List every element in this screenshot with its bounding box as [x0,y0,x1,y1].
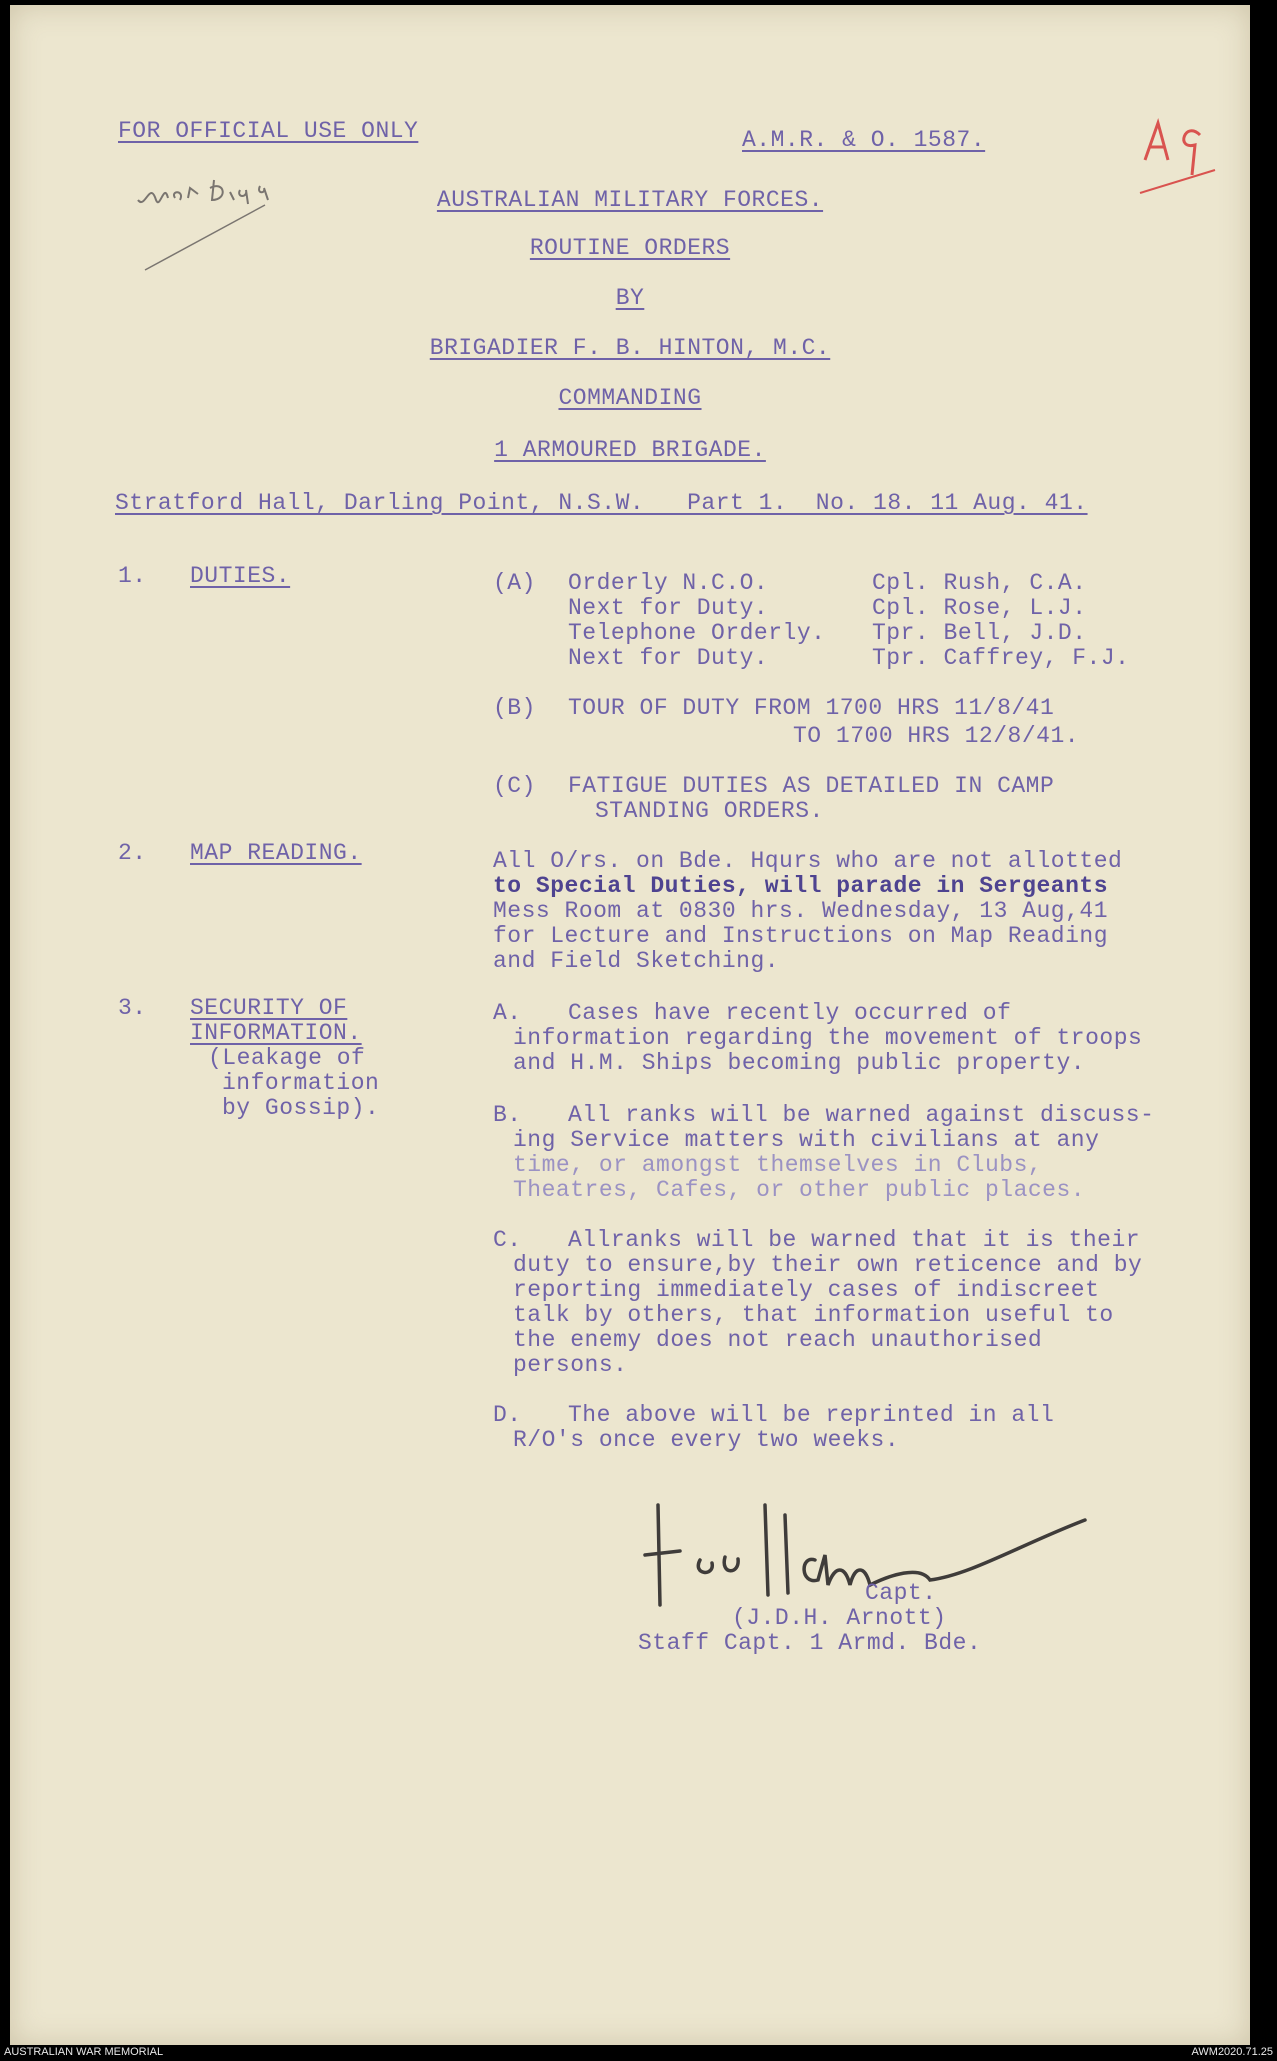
section-3b-label: B. [493,1102,522,1128]
section-3-heading-2: INFORMATION. [190,1020,362,1046]
section-2-line-2: to Special Duties, will parade in Sergeants [493,873,1108,899]
title-line-5: COMMANDING [558,385,702,411]
section-3c-line-1: Allranks will be warned that it is their [568,1227,1141,1253]
section-3-sub-2: information [222,1070,380,1096]
section-3b-line-4: Theatres, Cafes, or other public places. [513,1177,1086,1203]
section-3a-line-3: and H.M. Ships becoming public property. [513,1050,1086,1076]
section-3b-line-1: All ranks will be warned against discuss- [568,1102,1155,1128]
footer-left: AUSTRALIAN WAR MEMORIAL [4,2046,164,2058]
title-line-3: BY [615,285,645,311]
signature-title: Staff Capt. 1 Armd. Bde. [638,1630,982,1656]
section-3c-label: C. [493,1227,522,1253]
section-3d-line-2: R/O's once every two weeks. [513,1427,900,1453]
section-3a-line-1: Cases have recently occurred of [568,1000,1012,1026]
section-3a-label: A. [493,1000,522,1026]
section-3-number: 3. [118,995,147,1021]
duty-name-4: Tpr. Caffrey, F.J. [872,645,1130,671]
section-3c-line-6: persons. [513,1352,628,1378]
page-mark-handwritten [1130,105,1220,195]
section-1c-line-2: STANDING ORDERS. [595,798,824,824]
dateline: Stratford Hall, Darling Point, N.S.W. Part 1. No. 18. 11 Aug. 41. [115,490,1088,516]
section-1c-line-1: FATIGUE DUTIES AS DETAILED IN CAMP [568,773,1055,799]
section-2-line-1: All O/rs. on Bde. Hqurs who are not allotted [493,848,1123,874]
section-3c-line-4: talk by others, that information useful to [513,1302,1114,1328]
duty-role-4: Next for Duty. [568,645,769,671]
signature-name: (J.D.H. Arnott) [732,1605,947,1631]
section-2-line-5: and Field Sketching. [493,948,780,974]
duty-name-2: Cpl. Rose, L.J. [872,595,1087,621]
section-1a-label: (A) [493,570,536,596]
section-2-number: 2. [118,840,147,866]
duty-role-1: Orderly N.C.O. [568,570,769,596]
section-2-line-3: Mess Room at 0830 hrs. Wednesday, 13 Aug,41 [493,898,1108,924]
title-line-4: BRIGADIER F. B. HINTON, M.C. [429,335,831,361]
duty-role-2: Next for Duty. [568,595,769,621]
title-line-1: AUSTRALIAN MILITARY FORCES. [436,187,824,213]
section-3-sub-1: (Leakage of [208,1045,366,1071]
section-1b-line-2: TO 1700 HRS 12/8/41. [793,723,1080,749]
section-3d-label: D. [493,1402,522,1428]
duty-name-1: Cpl. Rush, C.A. [872,570,1087,596]
section-3-heading-1: SECURITY OF [190,995,348,1021]
title-line-6: 1 ARMOURED BRIGADE. [494,437,766,463]
reference-number: A.M.R. & O. 1587. [742,127,986,153]
section-3c-line-2: duty to ensure,by their own reticence and by [513,1252,1143,1278]
section-1c-label: (C) [493,773,536,799]
section-3c-line-5: the enemy does not reach unauthorised [513,1327,1043,1353]
official-use-label: FOR OFFICIAL USE ONLY [118,118,419,144]
signature-rank: Capt. [865,1580,937,1606]
footer-right: AWM2020.71.25 [1191,2046,1273,2058]
section-1b-line-1: TOUR OF DUTY FROM 1700 HRS 11/8/41 [568,695,1055,721]
section-3-sub-3: by Gossip). [222,1095,380,1121]
title-line-2: ROUTINE ORDERS [529,235,731,261]
section-1-number: 1. [118,563,147,589]
section-1b-label: (B) [493,695,536,721]
section-3a-line-2: information regarding the movement of troops [513,1025,1143,1051]
section-3d-line-1: The above will be reprinted in all [568,1402,1055,1428]
duty-name-3: Tpr. Bell, J.D. [872,620,1087,646]
document-page [10,5,1250,2045]
section-1-heading: DUTIES. [190,563,291,589]
section-3b-line-3: time, or amongst themselves in Clubs, [513,1152,1043,1178]
section-2-line-4: for Lecture and Instructions on Map Reading [493,923,1108,949]
section-2-heading: MAP READING. [190,840,362,866]
duty-role-3: Telephone Orderly. [568,620,826,646]
section-3c-line-3: reporting immediately cases of indiscreet [513,1277,1100,1303]
section-3b-line-2: ing Service matters with civilians at any [513,1127,1100,1153]
